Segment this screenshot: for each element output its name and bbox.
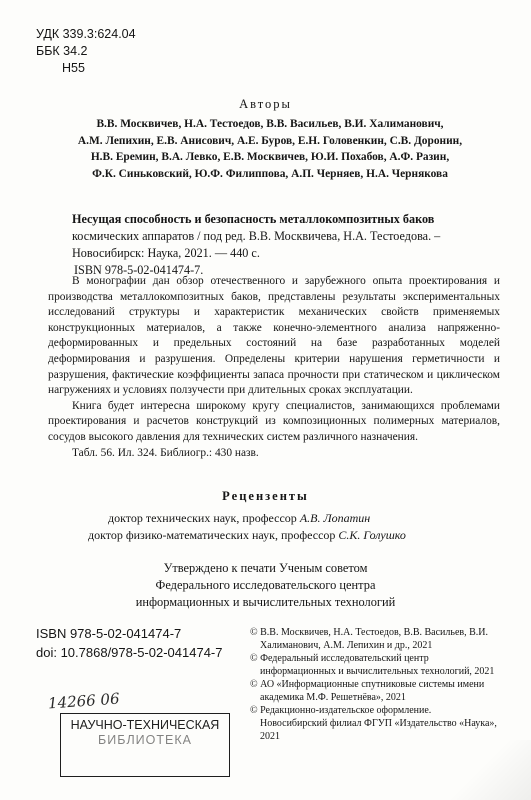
authors-heading: Авторы bbox=[239, 97, 292, 111]
copyright-block bbox=[250, 626, 498, 743]
abstract-stats: Табл. 56. Ил. 324. Библиогр.: 430 назв. bbox=[72, 446, 259, 459]
approval-line: Утверждено к печати Ученым советом bbox=[163, 561, 368, 575]
reviewer-role: доктор физико-математических наук, профессор bbox=[88, 528, 339, 542]
abstract-paragraph: Книга будет интересна широкому кругу специалистов, занимающихся проблемами проектирования и расчетов конструкций из композиционных полимерных материалов, сосудов высокого давления для технических систем различного назначения. bbox=[48, 399, 500, 443]
stamp-line: БИБЛИОТЕКА bbox=[98, 733, 192, 747]
udk-code: УДК 339.3:624.04 bbox=[36, 27, 136, 41]
book-title-cont: космических аппаратов / под ред. В.В. Москвичева, Н.А. Тестоедова. – bbox=[72, 229, 441, 243]
isbn-doi-block bbox=[36, 624, 222, 662]
copyright-line: © Федеральный исследовательский центр информационных и вычислительных технологий, 2021 bbox=[250, 653, 495, 677]
scan-watermark bbox=[451, 740, 531, 800]
abstract-paragraph: В монографии дан обзор отечественного и зарубежного опыта проектирования и производства металлокомпозитных баков, представлены результаты экспериментальных исследований структуры и характеристик механических свойств применяемых конструкционных материалов, а также конечно-элементного анализа напряженно-деформированных и предельных состояний на базе разработанных моделей деформирования и разрушения. Определены критерии нарушения герметичности и разрушения, фактические коэффициенты запаса прочности при статическом и циклическом нагружениях и условиях ползучести при длительных сроках эксплуатации. bbox=[48, 275, 500, 397]
author-mark: Н55 bbox=[62, 61, 85, 75]
bbk-code: ББК 34.2 bbox=[36, 44, 88, 58]
bib-isbn: ISBN 978-5-02-041474-7. bbox=[74, 263, 204, 277]
authors-line: Н.В. Еремин, В.А. Левко, Е.В. Москвичев, Ю.И. Похабов, А.Ф. Разин, bbox=[90, 151, 450, 163]
authors-line: Ф.К. Синьковский, Ю.Ф. Филиппова, А.П. Черняев, Н.А. Чернякова bbox=[92, 167, 448, 180]
publication-info: Новосибирск: Наука, 2021. — 440 с. bbox=[72, 246, 260, 260]
reviewer-name: С.К. Голушко bbox=[338, 528, 406, 542]
copyright-line: © АО «Информационные спутниковые системы имени академика М.Ф. Решетнёва», 2021 bbox=[250, 679, 485, 703]
reviewer-1 bbox=[108, 511, 370, 526]
authors-line: А.М. Лепихин, Е.В. Анисович, А.Е. Буров, Е.Н. Головенкин, С.В. Доронин, bbox=[77, 134, 463, 147]
reviewers-heading: Рецензенты bbox=[222, 489, 309, 503]
reviewer-role: доктор технических наук, профессор bbox=[108, 511, 300, 525]
doi: doi: 10.7868/978-5-02-041474-7 bbox=[36, 645, 223, 660]
copyright-line: © Редакционно-издательское оформление. Новосибирский филиал ФГУП «Издательство «Наука», 2021 bbox=[250, 705, 497, 742]
stamp-line: НАУЧНО-ТЕХНИЧЕСКАЯ bbox=[70, 718, 220, 732]
classification-codes bbox=[36, 26, 136, 77]
reviewer-2 bbox=[88, 528, 406, 543]
abstract bbox=[48, 274, 500, 461]
copyright-line: © В.В. Москвичев, Н.А. Тестоедов, В.В. Васильев, В.И. Халиманович, А.М. Лепихин и др., 2021 bbox=[250, 627, 489, 651]
authors-list bbox=[40, 116, 500, 182]
approval-line: информационных и вычислительных технологий bbox=[135, 595, 396, 609]
handwritten-inventory-number: 14266 06 bbox=[47, 689, 121, 713]
book-title: Несущая способность и безопасность металлокомпозитных баков bbox=[72, 212, 435, 226]
authors-line: В.В. Москвичев, Н.А. Тестоедов, В.В. Васильев, В.И. Халиманович, bbox=[96, 118, 444, 130]
library-stamp bbox=[60, 713, 230, 777]
approval-line: Федерального исследовательского центра bbox=[155, 578, 376, 592]
reviewer-name: А.В. Лопатин bbox=[299, 511, 371, 525]
bibliographic-record bbox=[72, 211, 502, 279]
isbn: ISBN 978-5-02-041474-7 bbox=[36, 626, 182, 641]
approval-note bbox=[0, 560, 531, 611]
